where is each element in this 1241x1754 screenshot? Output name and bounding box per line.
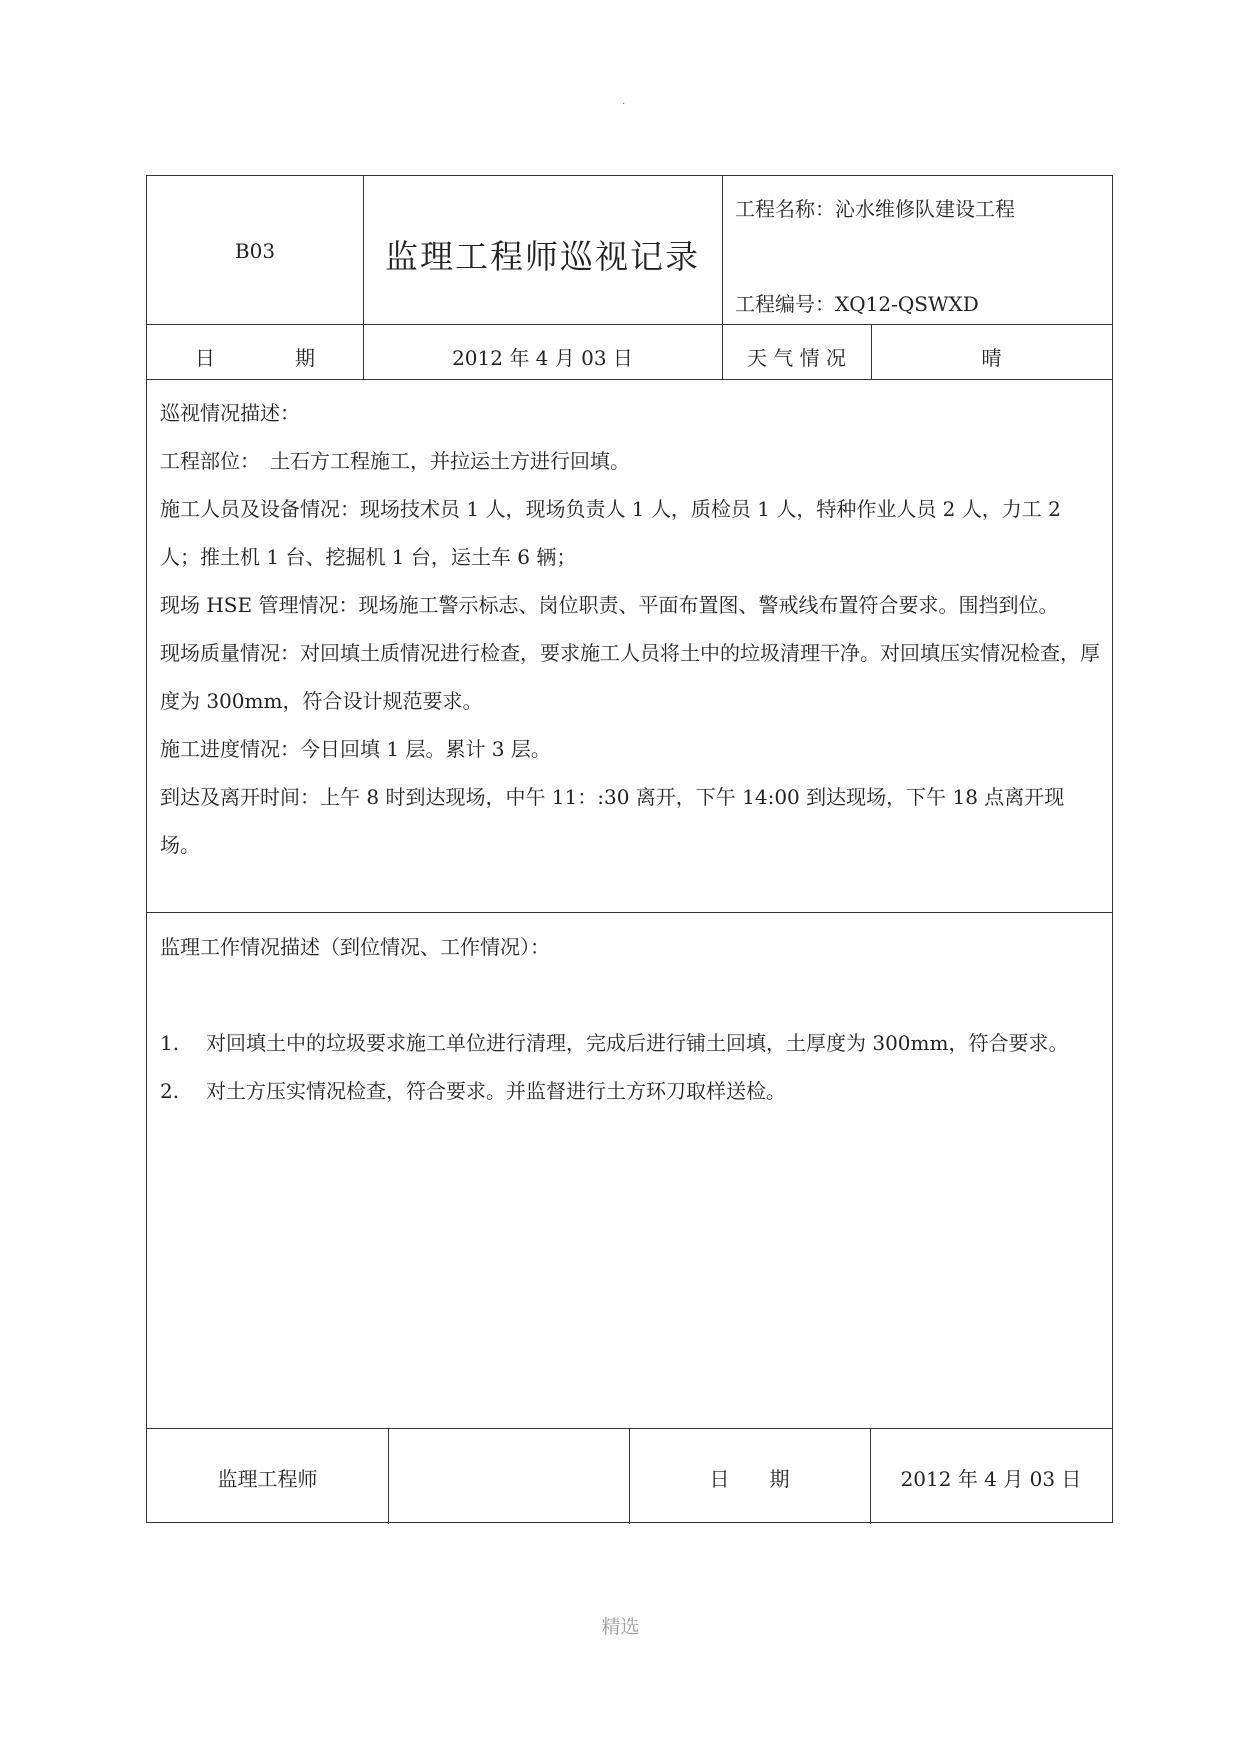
- item-number: 1.: [160, 1031, 180, 1055]
- weather-label: 天 气 情 况: [746, 346, 847, 370]
- divider: [147, 912, 1112, 913]
- sign-date-value: 2012 年 4 月 03 日: [900, 1467, 1082, 1491]
- progress-text: 施工进度情况：今日回填 1 层。累计 3 层。: [160, 737, 551, 761]
- quality-text: 现场质量情况：对回填土质情况进行检查，要求施工人员将土中的垃圾清理干净。对回填压实情况检查，厚度为 300mm，符合设计规范要求。: [160, 641, 1100, 713]
- project-name: 工程名称：沁水维修队建设工程: [735, 197, 1015, 221]
- item-number: 2.: [160, 1079, 180, 1103]
- divider: [388, 1428, 389, 1524]
- project-number: 工程编号：XQ12-QSWXD: [735, 292, 979, 316]
- hse-text: 现场 HSE 管理情况：现场施工警示标志、岗位职责、平面布置图、警戒线布置符合要求。围挡到位。: [160, 593, 1059, 617]
- work-site-text: 工程部位： 土石方工程施工，并拉运土方进行回填。: [160, 449, 630, 473]
- inspection-heading: 巡视情况描述：: [160, 401, 300, 425]
- supervision-heading: 监理工作情况描述（到位情况、工作情况）：: [160, 935, 550, 959]
- weather-value: 晴: [981, 346, 1002, 370]
- form-title: 监理工程师巡视记录: [385, 237, 700, 276]
- arrival-time-text: 到达及离开时间：上午 8 时到达现场，中午 11：:30 离开，下午 14:00 到达现场，下午 18 点离开现场。: [160, 785, 1065, 857]
- top-mark: .: [622, 96, 626, 107]
- staff-equipment-text: 施工人员及设备情况：现场技术员 1 人，现场负责人 1 人，质检员 1 人，特种作业人员 2 人，力工 2 人；推土机 1 台、挖掘机 1 台，运土车 6 辆；: [160, 497, 1061, 569]
- sign-date-label: 日 期: [709, 1467, 790, 1491]
- supervision-item: [160, 1019, 1102, 1067]
- inspection-section: [160, 389, 1102, 869]
- divider: [147, 379, 1112, 380]
- item-text: 对土方压实情况检查，符合要求。并监督进行土方环刀取样送检。: [206, 1079, 786, 1103]
- form-code: B03: [234, 239, 276, 263]
- divider: [147, 324, 1112, 325]
- date-value: 2012 年 4 月 03 日: [452, 346, 633, 370]
- page-footer: 精选: [601, 1616, 640, 1638]
- supervision-section: [160, 923, 1102, 1115]
- engineer-label: 监理工程师: [217, 1467, 318, 1491]
- supervision-item: [160, 1067, 1102, 1115]
- item-text: 对回填土中的垃圾要求施工单位进行清理，完成后进行铺土回填，土厚度为 300mm，符合要求。: [206, 1031, 1069, 1055]
- date-label: 日 期: [195, 346, 315, 370]
- inspection-record-form: [146, 175, 1113, 1523]
